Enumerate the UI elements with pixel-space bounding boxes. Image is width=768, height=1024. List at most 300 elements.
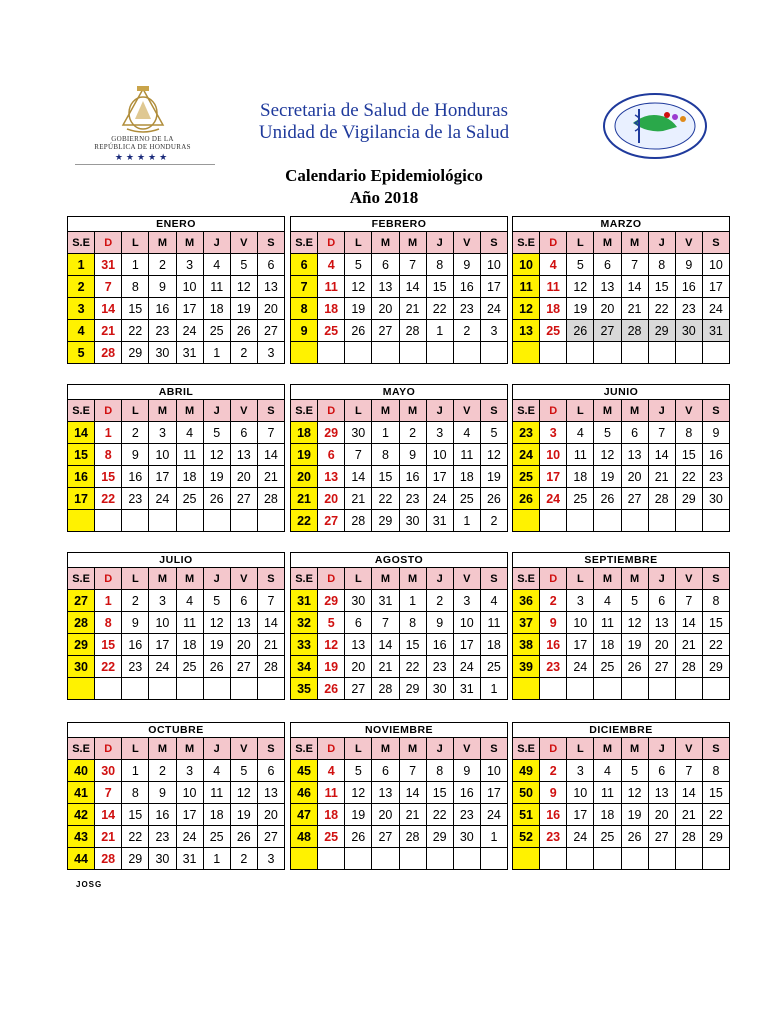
day-cell: 30: [149, 848, 176, 870]
week-row: [513, 254, 730, 276]
week-number: 44: [68, 848, 95, 870]
day-cell: 2: [480, 510, 507, 532]
day-cell: 14: [257, 444, 284, 466]
day-cell: 23: [702, 466, 729, 488]
day-cell: 23: [399, 488, 426, 510]
day-cell: 6: [621, 422, 648, 444]
day-cell: 17: [176, 298, 203, 320]
day-cell: 8: [399, 612, 426, 634]
month-septiembre: [512, 552, 730, 700]
day-cell: [149, 510, 176, 532]
col-header: L: [345, 232, 372, 254]
day-cell: 4: [203, 760, 230, 782]
day-cell: 19: [594, 466, 621, 488]
col-header: J: [203, 568, 230, 590]
sunday-cell: 30: [95, 760, 122, 782]
header-line1: Secretaria de Salud de Honduras: [260, 100, 508, 121]
day-cell: [594, 848, 621, 870]
day-cell: [567, 510, 594, 532]
sunday-cell: 21: [95, 320, 122, 342]
col-header: S.E: [291, 400, 318, 422]
sunday-cell: 23: [540, 656, 567, 678]
week-number: 6: [291, 254, 318, 276]
day-cell: 18: [203, 804, 230, 826]
month-mayo: [290, 384, 508, 532]
day-cell: 22: [426, 298, 453, 320]
month-marzo: [512, 216, 730, 364]
week-row: [68, 276, 285, 298]
week-row: [291, 826, 508, 848]
week-number: 37: [513, 612, 540, 634]
day-cell: [648, 510, 675, 532]
week-number: 35: [291, 678, 318, 700]
day-cell: [675, 510, 702, 532]
day-cell: 24: [480, 804, 507, 826]
day-cell: 24: [567, 656, 594, 678]
sunday-cell: 9: [540, 612, 567, 634]
week-row: [291, 510, 508, 532]
calendar-title-block: [0, 165, 768, 209]
day-cell: [648, 678, 675, 700]
month-title: DICIEMBRE: [513, 723, 730, 738]
day-cell: 24: [149, 656, 176, 678]
day-cell: 2: [122, 422, 149, 444]
day-cell: 1: [122, 760, 149, 782]
day-cell: 28: [399, 320, 426, 342]
col-header: J: [648, 738, 675, 760]
sunday-cell: 2: [540, 590, 567, 612]
sunday-cell: 16: [540, 634, 567, 656]
day-cell: 8: [122, 276, 149, 298]
week-row: [513, 760, 730, 782]
day-cell: 29: [372, 510, 399, 532]
day-cell: 12: [203, 444, 230, 466]
col-header: J: [648, 400, 675, 422]
week-number: 17: [68, 488, 95, 510]
col-header: V: [453, 738, 480, 760]
day-cell: 30: [345, 422, 372, 444]
month-diciembre: [512, 722, 730, 870]
day-cell: 27: [621, 488, 648, 510]
week-row: [513, 590, 730, 612]
sunday-cell: 26: [318, 678, 345, 700]
sunday-cell: 17: [540, 466, 567, 488]
day-cell: 22: [399, 656, 426, 678]
day-cell: 22: [648, 298, 675, 320]
day-cell: 11: [567, 444, 594, 466]
day-cell: 10: [453, 612, 480, 634]
day-cell: 30: [426, 678, 453, 700]
day-cell: 14: [399, 276, 426, 298]
day-cell: 10: [702, 254, 729, 276]
day-cell: 27: [648, 656, 675, 678]
col-header: S: [257, 400, 284, 422]
week-row: [291, 590, 508, 612]
day-cell: 30: [453, 826, 480, 848]
week-row: [291, 678, 508, 700]
day-cell: 27: [345, 678, 372, 700]
week-row: [68, 590, 285, 612]
day-cell: 6: [594, 254, 621, 276]
day-cell: 29: [702, 826, 729, 848]
day-cell: 2: [399, 422, 426, 444]
day-cell: 14: [399, 782, 426, 804]
day-cell: 8: [122, 782, 149, 804]
col-header: D: [540, 738, 567, 760]
day-cell: 26: [203, 488, 230, 510]
month-junio: [512, 384, 730, 532]
week-row: [291, 656, 508, 678]
day-cell: 13: [648, 782, 675, 804]
col-header: V: [230, 232, 257, 254]
week-row: [68, 782, 285, 804]
week-number: 20: [291, 466, 318, 488]
day-cell: 5: [594, 422, 621, 444]
col-header: J: [426, 232, 453, 254]
week-number: [291, 342, 318, 364]
day-cell: [426, 848, 453, 870]
col-header: S: [257, 232, 284, 254]
col-header: S.E: [68, 568, 95, 590]
day-cell: 13: [621, 444, 648, 466]
day-cell: 25: [453, 488, 480, 510]
day-cell: 29: [675, 488, 702, 510]
day-cell: 27: [230, 488, 257, 510]
sunday-cell: 9: [540, 782, 567, 804]
week-number: 22: [291, 510, 318, 532]
calendar-year: Año 2018: [349, 188, 419, 207]
day-cell: 6: [372, 254, 399, 276]
day-cell: 3: [426, 422, 453, 444]
day-cell: 11: [594, 612, 621, 634]
col-header: J: [426, 400, 453, 422]
col-header: D: [318, 400, 345, 422]
day-cell: 24: [453, 656, 480, 678]
col-header: J: [203, 232, 230, 254]
day-cell: 27: [257, 826, 284, 848]
day-cell: 19: [621, 634, 648, 656]
uvs-logo: [603, 93, 707, 159]
sunday-cell: 15: [95, 634, 122, 656]
week-row: [513, 298, 730, 320]
week-row: [68, 510, 285, 532]
day-cell: 17: [702, 276, 729, 298]
day-cell: 25: [203, 320, 230, 342]
sunday-cell: 11: [540, 276, 567, 298]
week-number: 19: [291, 444, 318, 466]
week-number: 14: [68, 422, 95, 444]
day-cell: 12: [345, 276, 372, 298]
week-number: 40: [68, 760, 95, 782]
month-title: SEPTIEMBRE: [513, 553, 730, 568]
sunday-cell: 18: [318, 804, 345, 826]
day-cell: 5: [480, 422, 507, 444]
week-number: 4: [68, 320, 95, 342]
col-header: V: [453, 400, 480, 422]
week-number: 33: [291, 634, 318, 656]
day-cell: 21: [257, 466, 284, 488]
week-number: [68, 678, 95, 700]
day-cell: 14: [648, 444, 675, 466]
col-header: L: [345, 738, 372, 760]
col-header: D: [318, 232, 345, 254]
week-row: [291, 612, 508, 634]
col-header: M: [594, 400, 621, 422]
day-cell: 7: [675, 590, 702, 612]
day-cell: 20: [230, 634, 257, 656]
week-row: [513, 678, 730, 700]
col-header: M: [149, 738, 176, 760]
day-cell: [675, 678, 702, 700]
col-header: V: [675, 232, 702, 254]
day-cell: 6: [230, 590, 257, 612]
day-cell: 27: [372, 320, 399, 342]
day-cell: 18: [203, 298, 230, 320]
sunday-cell: [95, 678, 122, 700]
footer-initials: JOSG: [76, 880, 103, 889]
col-header: D: [95, 568, 122, 590]
day-cell: 23: [426, 656, 453, 678]
day-cell: 19: [203, 466, 230, 488]
month-julio: [67, 552, 285, 700]
week-row: [68, 848, 285, 870]
day-cell: 15: [399, 634, 426, 656]
day-cell: 3: [453, 590, 480, 612]
day-cell: 10: [176, 782, 203, 804]
col-header: M: [176, 568, 203, 590]
col-header: M: [594, 738, 621, 760]
week-row: [68, 488, 285, 510]
sunday-cell: 11: [318, 782, 345, 804]
month-title: ENERO: [68, 217, 285, 232]
day-cell: 29: [426, 826, 453, 848]
day-cell: 5: [203, 590, 230, 612]
sunday-cell: [318, 848, 345, 870]
sunday-cell: 28: [95, 848, 122, 870]
day-cell: 28: [257, 656, 284, 678]
week-number: 3: [68, 298, 95, 320]
col-header: L: [567, 400, 594, 422]
sunday-cell: [540, 848, 567, 870]
week-row: [291, 466, 508, 488]
day-cell: 29: [122, 848, 149, 870]
day-cell: 16: [675, 276, 702, 298]
week-number: [68, 510, 95, 532]
day-cell: 7: [257, 422, 284, 444]
day-cell: 29: [702, 656, 729, 678]
sunday-cell: 6: [318, 444, 345, 466]
day-cell: 11: [203, 276, 230, 298]
day-cell: 22: [675, 466, 702, 488]
sunday-cell: 1: [95, 590, 122, 612]
sunday-cell: 4: [318, 254, 345, 276]
day-cell: 17: [567, 634, 594, 656]
day-cell: 3: [176, 254, 203, 276]
week-row: [68, 826, 285, 848]
day-cell: [399, 848, 426, 870]
week-row: [513, 422, 730, 444]
day-cell: [230, 678, 257, 700]
week-number: 24: [513, 444, 540, 466]
col-header: S: [480, 738, 507, 760]
sunday-cell: 19: [318, 656, 345, 678]
day-cell: 31: [453, 678, 480, 700]
day-cell: [176, 510, 203, 532]
day-cell: 30: [149, 342, 176, 364]
col-header: J: [203, 400, 230, 422]
week-number: [513, 342, 540, 364]
sunday-cell: 5: [318, 612, 345, 634]
sunday-cell: 14: [95, 298, 122, 320]
day-cell: 18: [594, 634, 621, 656]
day-cell: 26: [621, 656, 648, 678]
week-number: 11: [513, 276, 540, 298]
week-number: 36: [513, 590, 540, 612]
day-cell: 28: [399, 826, 426, 848]
week-row: [68, 678, 285, 700]
day-cell: 27: [257, 320, 284, 342]
month-title: ABRIL: [68, 385, 285, 400]
month-title: JULIO: [68, 553, 285, 568]
day-cell: 20: [372, 804, 399, 826]
day-cell: 18: [176, 634, 203, 656]
day-cell: 8: [426, 254, 453, 276]
day-cell: 24: [702, 298, 729, 320]
day-cell: [345, 342, 372, 364]
sunday-cell: 2: [540, 760, 567, 782]
day-cell: 26: [345, 320, 372, 342]
week-number: 21: [291, 488, 318, 510]
day-cell: 28: [372, 678, 399, 700]
week-number: 42: [68, 804, 95, 826]
day-cell: 4: [480, 590, 507, 612]
day-cell: 2: [453, 320, 480, 342]
day-cell: 19: [230, 804, 257, 826]
day-cell: 9: [453, 254, 480, 276]
day-cell: [345, 848, 372, 870]
day-cell: 19: [480, 466, 507, 488]
col-header: M: [372, 738, 399, 760]
week-number: 7: [291, 276, 318, 298]
day-cell: 2: [230, 848, 257, 870]
col-header: D: [540, 232, 567, 254]
day-cell: 15: [426, 276, 453, 298]
col-header: L: [345, 400, 372, 422]
day-cell: 21: [648, 466, 675, 488]
col-header: M: [594, 568, 621, 590]
header-line2: Unidad de Vigilancia de la Salud: [258, 122, 510, 143]
day-cell: 27: [594, 320, 621, 342]
day-cell: 10: [149, 612, 176, 634]
week-row: [68, 656, 285, 678]
day-cell: 21: [621, 298, 648, 320]
week-number: 28: [68, 612, 95, 634]
day-cell: 21: [675, 634, 702, 656]
week-number: 50: [513, 782, 540, 804]
week-number: 23: [513, 422, 540, 444]
day-cell: 4: [453, 422, 480, 444]
day-cell: 10: [176, 276, 203, 298]
week-row: [513, 612, 730, 634]
day-cell: 28: [675, 826, 702, 848]
day-cell: 1: [480, 826, 507, 848]
week-number: 46: [291, 782, 318, 804]
day-cell: 12: [345, 782, 372, 804]
day-cell: [567, 342, 594, 364]
week-number: [513, 678, 540, 700]
day-cell: [621, 510, 648, 532]
day-cell: 21: [372, 656, 399, 678]
day-cell: 12: [621, 782, 648, 804]
day-cell: [453, 848, 480, 870]
sunday-cell: 11: [318, 276, 345, 298]
sunday-cell: 12: [318, 634, 345, 656]
day-cell: [122, 678, 149, 700]
day-cell: 18: [594, 804, 621, 826]
sunday-cell: [318, 342, 345, 364]
day-cell: 12: [594, 444, 621, 466]
calendar-title: Calendario Epidemiológico: [285, 166, 483, 185]
month-octubre: [67, 722, 285, 870]
day-cell: 1: [426, 320, 453, 342]
day-cell: 16: [453, 782, 480, 804]
week-row: [513, 634, 730, 656]
day-cell: 2: [149, 254, 176, 276]
week-row: [513, 488, 730, 510]
week-number: 38: [513, 634, 540, 656]
day-cell: 8: [702, 590, 729, 612]
day-cell: [621, 678, 648, 700]
week-number: 39: [513, 656, 540, 678]
day-cell: 24: [480, 298, 507, 320]
col-header: D: [95, 400, 122, 422]
sunday-cell: 27: [318, 510, 345, 532]
week-row: [513, 804, 730, 826]
day-cell: 12: [480, 444, 507, 466]
day-cell: 28: [675, 656, 702, 678]
col-header: D: [95, 232, 122, 254]
day-cell: 17: [480, 782, 507, 804]
week-number: 12: [513, 298, 540, 320]
day-cell: 14: [621, 276, 648, 298]
day-cell: 23: [675, 298, 702, 320]
day-cell: 9: [675, 254, 702, 276]
sunday-cell: 20: [318, 488, 345, 510]
day-cell: 9: [122, 612, 149, 634]
day-cell: [399, 342, 426, 364]
day-cell: 3: [567, 760, 594, 782]
day-cell: 1: [399, 590, 426, 612]
day-cell: [257, 678, 284, 700]
month-title: JUNIO: [513, 385, 730, 400]
day-cell: 1: [203, 342, 230, 364]
week-row: [513, 848, 730, 870]
day-cell: 15: [122, 298, 149, 320]
day-cell: 7: [675, 760, 702, 782]
day-cell: 10: [567, 782, 594, 804]
day-cell: [203, 510, 230, 532]
day-cell: 24: [426, 488, 453, 510]
day-cell: [372, 848, 399, 870]
day-cell: 24: [176, 826, 203, 848]
day-cell: 31: [702, 320, 729, 342]
col-header: M: [621, 232, 648, 254]
day-cell: 31: [372, 590, 399, 612]
week-number: 18: [291, 422, 318, 444]
sunday-cell: 23: [540, 826, 567, 848]
col-header: M: [372, 400, 399, 422]
day-cell: 26: [621, 826, 648, 848]
